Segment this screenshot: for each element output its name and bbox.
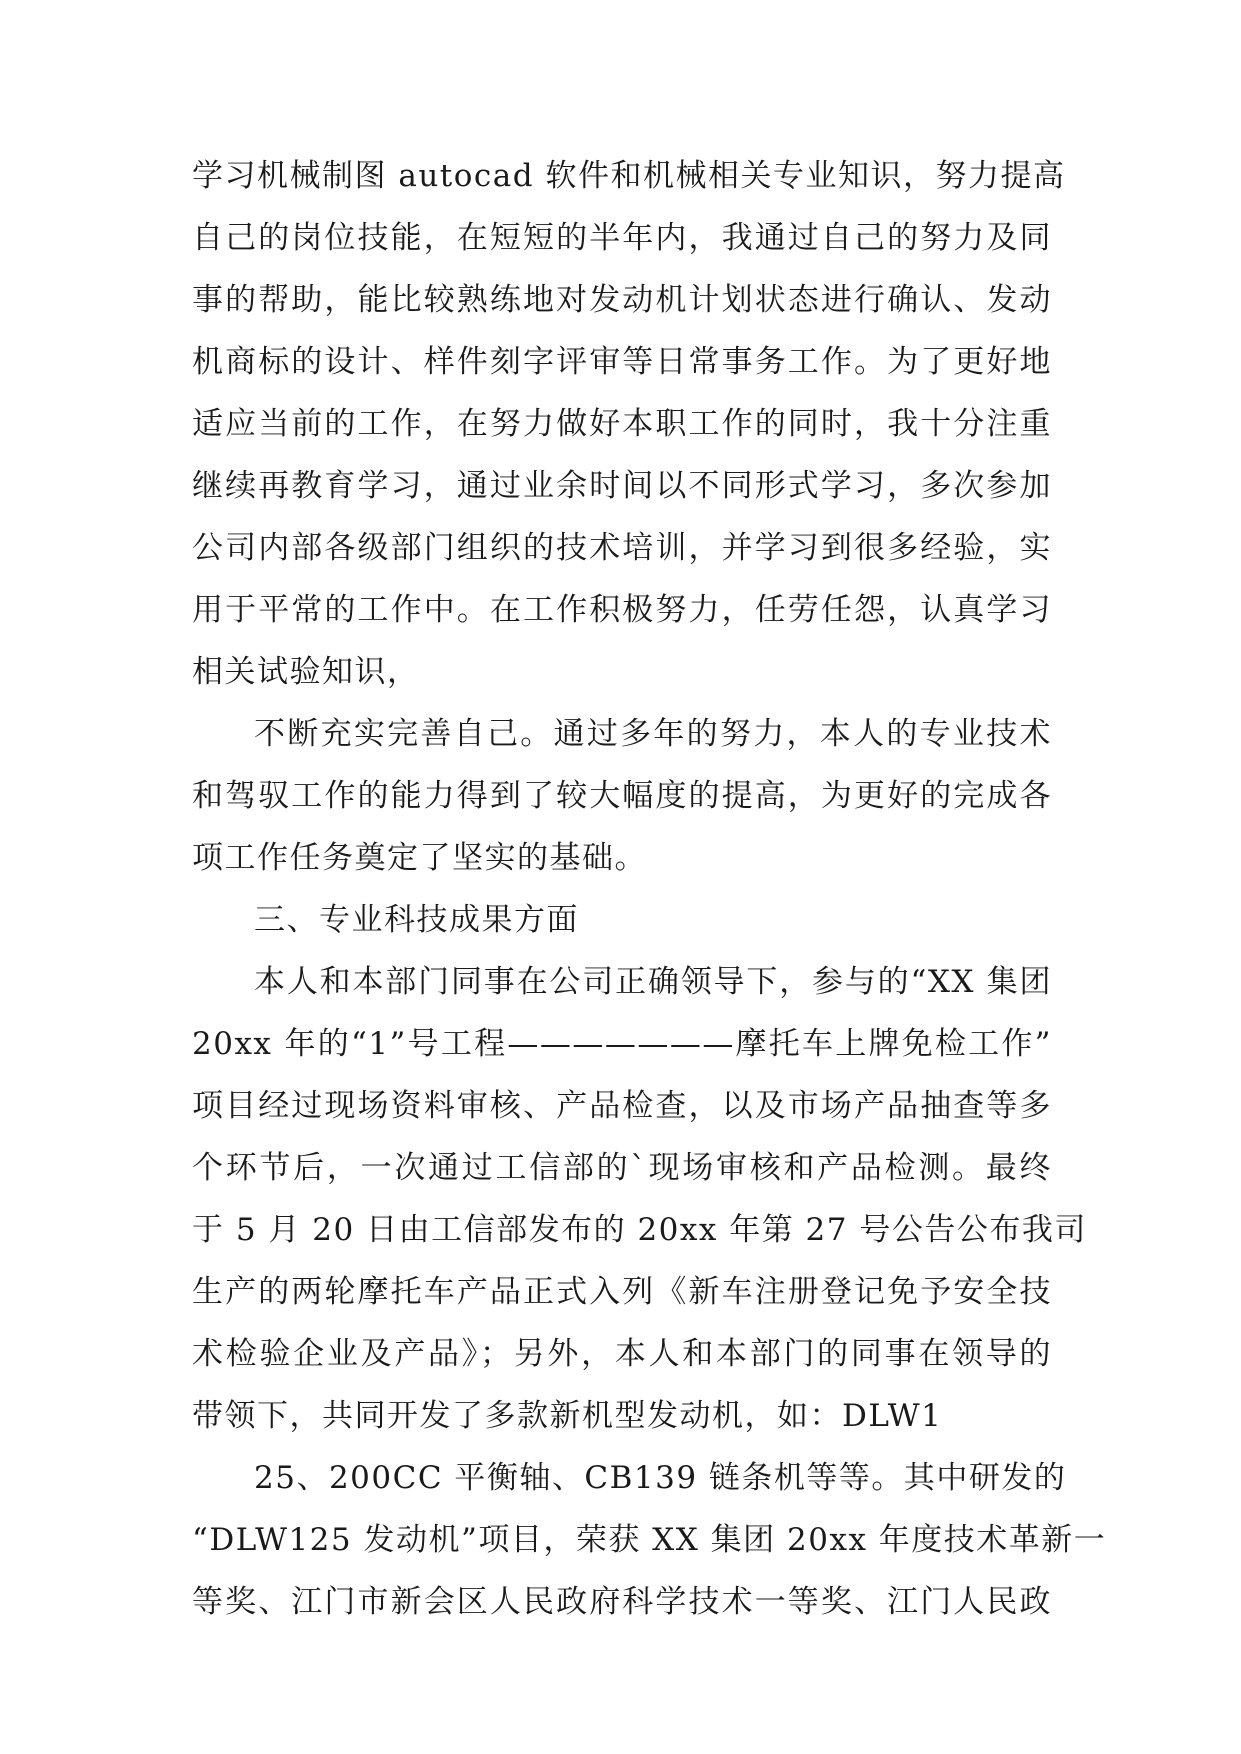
text-line: 公司内部各级部门组织的技术培训，并学习到很多经验，实 [192, 530, 1052, 566]
text-line: 和驾驭工作的能力得到了较大幅度的提高，为更好的完成各 [192, 778, 1052, 814]
text-line: 相关试验知识， [192, 654, 420, 690]
text-line: 20xx 年的“1”号工程———————摩托车上牌免检工作” [192, 1026, 1052, 1062]
text-line: 继续再教育学习，通过业余时间以不同形式学习，多次参加 [192, 468, 1052, 504]
paragraph-first-line: 不断充实完善自己。通过多年的努力，本人的专业技术 [254, 716, 1052, 752]
section-heading: 三、专业科技成果方面 [254, 902, 579, 938]
text-line: 用于平常的工作中。在工作积极努力，任劳任怨，认真学习 [192, 592, 1052, 628]
text-line: 适应当前的工作，在努力做好本职工作的同时，我十分注重 [192, 406, 1052, 442]
text-line: “DLW125 发动机”项目，荣获 XX 集团 20xx 年度技术革新一 [192, 1522, 1107, 1558]
text-line: 机商标的设计、样件刻字评审等日常事务工作。为了更好地 [192, 344, 1052, 380]
text-line: 等奖、江门市新会区人民政府科学技术一等奖、江门人民政 [192, 1584, 1052, 1620]
text-line: 学习机械制图 autocad 软件和机械相关专业知识，努力提高 [192, 158, 1066, 194]
text-line: 自己的岗位技能，在短短的半年内，我通过自己的努力及同 [192, 220, 1052, 256]
text-line: 个环节后，一次通过工信部的`现场审核和产品检测。最终 [192, 1150, 1052, 1186]
text-line: 事的帮助，能比较熟练地对发动机计划状态进行确认、发动 [192, 282, 1052, 318]
text-line: 项目经过现场资料审核、产品检查，以及市场产品抽查等多 [192, 1088, 1052, 1124]
text-line: 项工作任务奠定了坚实的基础。 [192, 840, 647, 876]
text-line: 带领下，共同开发了多款新机型发动机，如：DLW1 [192, 1398, 943, 1434]
text-line: 术检验企业及产品》；另外，本人和本部门的同事在领导的 [192, 1336, 1052, 1372]
text-line: 于 5 月 20 日由工信部发布的 20xx 年第 27 号公告公布我司 [192, 1212, 1087, 1248]
paragraph-first-line: 25、200CC 平衡轴、CB139 链条机等等。其中研发的 [254, 1460, 1067, 1496]
paragraph-first-line: 本人和本部门同事在公司正确领导下，参与的“XX 集团 [254, 964, 1052, 1000]
text-line: 生产的两轮摩托车产品正式入列《新车注册登记免予安全技 [192, 1274, 1052, 1310]
